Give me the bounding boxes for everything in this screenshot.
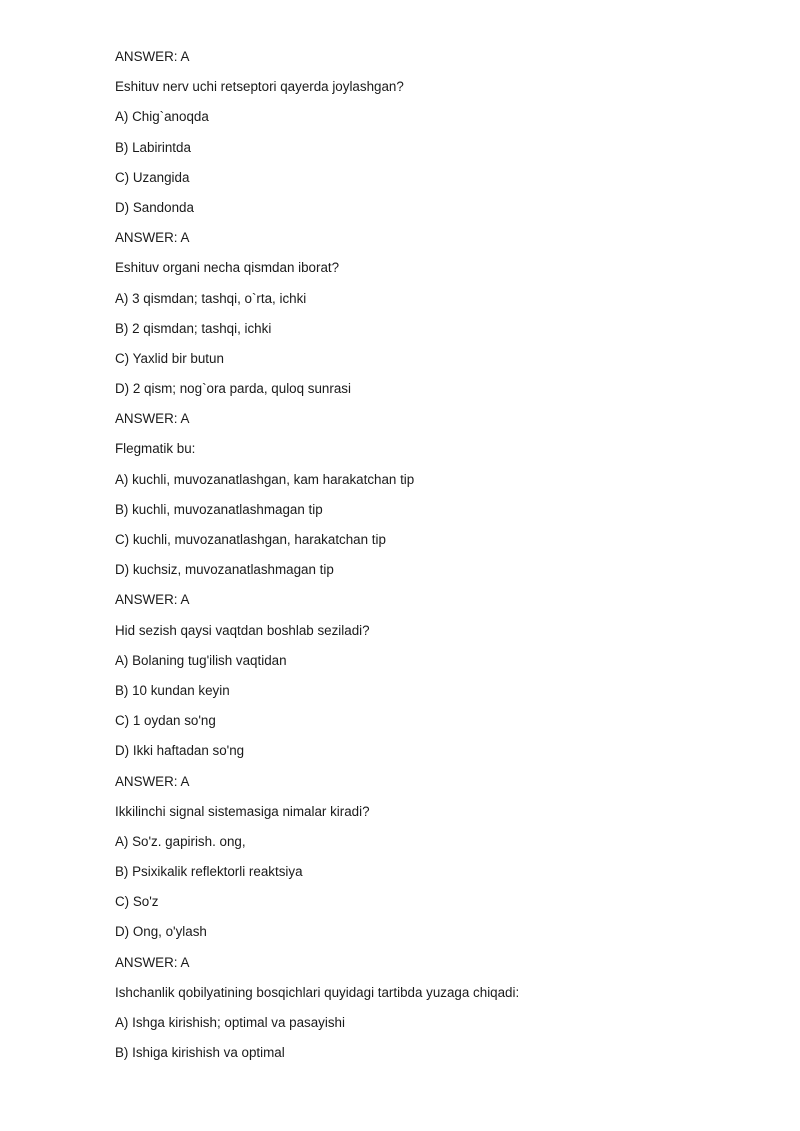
option-b: B) kuchli, muvozanatlashmagan tip — [115, 501, 323, 517]
option-b: B) Psixikalik reflektorli reaktsiya — [115, 864, 303, 880]
option-a: A) Chig`anoqda — [115, 109, 209, 125]
answer-line: ANSWER: A — [115, 954, 190, 970]
option-b: B) Labirintda — [115, 139, 191, 155]
question-text: Flegmatik bu: — [115, 441, 196, 457]
option-c: C) kuchli, muvozanatlashgan, harakatchan tip — [115, 532, 386, 547]
option-a: A) Bolaning tug'ilish vaqtidan — [115, 652, 287, 668]
answer-line: ANSWER: A — [115, 592, 190, 608]
option-d: D) 2 qism; nog`ora parda, quloq sunrasi — [115, 381, 351, 397]
question-text: Ishchanlik qobilyatining bosqichlari quyidagi tartibda yuzaga chiqadi: — [115, 984, 520, 1000]
question-text: Hid sezish qaysi vaqtdan boshlab seziladi? — [115, 622, 370, 638]
option-a: A) kuchli, muvozanatlashgan, kam harakatchan tip — [115, 471, 415, 487]
option-a: A) Ishga kirishish; optimal va pasayishi — [115, 1015, 345, 1030]
answer-line: ANSWER: A — [115, 411, 190, 427]
option-d: D) kuchsiz, muvozanatlashmagan tip — [115, 562, 334, 578]
answer-line: ANSWER: A — [115, 230, 190, 246]
question-text: Eshituv organi necha qismdan iborat? — [115, 260, 340, 276]
option-b: B) 2 qismdan; tashqi, ichki — [115, 320, 272, 336]
document-page — [115, 46, 735, 1072]
option-d: D) Sandonda — [115, 199, 194, 215]
question-text: Eshituv nerv uchi retseptori qayerda joylashgan? — [115, 79, 404, 95]
option-c: C) Yaxlid bir butun — [115, 350, 224, 366]
option-c: C) Uzangida — [115, 169, 190, 185]
answer-line: ANSWER: A — [115, 773, 190, 789]
option-a: A) 3 qismdan; tashqi, o`rta, ichki — [115, 290, 307, 306]
question-text: Ikkilinchi signal sistemasiga nimalar kiradi? — [115, 803, 370, 819]
option-d: D) Ong, o'ylash — [115, 924, 207, 940]
option-c: C) 1 oydan so'ng — [115, 713, 216, 729]
option-c: C) So'z — [115, 894, 159, 910]
option-d: D) Ikki haftadan so'ng — [115, 743, 245, 759]
option-b: B) Ishiga kirishish va optimal — [115, 1045, 285, 1061]
answer-line: ANSWER: A — [115, 49, 190, 64]
option-b: B) 10 kundan keyin — [115, 682, 230, 698]
option-a: A) So'z. gapirish. ong, — [115, 833, 246, 849]
